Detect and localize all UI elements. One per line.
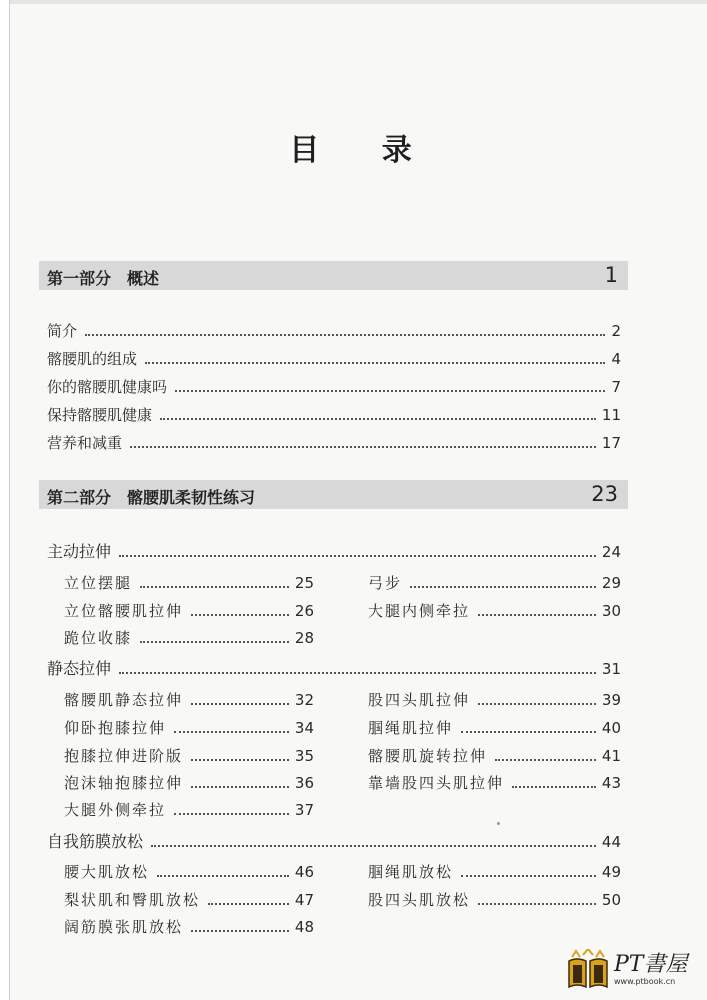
dot-leader	[191, 703, 289, 705]
toc-category-label: 主动拉伸	[47, 542, 112, 561]
toc-entry-page: 2	[611, 322, 621, 340]
toc-entry-label: 你的髂腰肌健康吗	[47, 378, 168, 396]
toc-subentry-label: 股四头肌拉伸	[368, 691, 471, 709]
watermark-brand: PT書屋	[614, 952, 688, 977]
toc-subentry[interactable]	[64, 745, 314, 766]
toc-subentry[interactable]	[368, 861, 621, 882]
dot-leader	[461, 875, 596, 877]
toc-subentry[interactable]	[64, 717, 314, 738]
toc-entry[interactable]	[47, 432, 621, 453]
dot-leader	[208, 903, 289, 905]
part2-header[interactable]	[39, 480, 628, 509]
toc-subentry-page: 34	[294, 719, 314, 737]
toc-subentry-label: 阔筋膜张肌放松	[64, 918, 184, 936]
dot-leader	[478, 614, 596, 616]
dot-leader	[130, 446, 596, 448]
part2-title: 第二部分 髂腰肌柔韧性练习	[47, 488, 256, 507]
dot-leader	[478, 903, 596, 905]
toc-entry[interactable]	[47, 348, 621, 369]
dot-leader	[145, 362, 605, 364]
toc-subentry-label: 泡沫轴抱膝拉伸	[64, 774, 184, 792]
toc-entry-label: 简介	[47, 322, 78, 340]
dot-leader	[191, 786, 289, 788]
toc-subentry[interactable]	[368, 889, 621, 910]
toc-subentry-page: 25	[294, 574, 314, 592]
toc-subentry-page: 26	[294, 602, 314, 620]
watermark-logo	[566, 945, 686, 997]
toc-entry-page: 7	[611, 378, 621, 396]
dot-leader	[191, 930, 289, 932]
toc-subentry[interactable]	[368, 600, 621, 621]
toc-category[interactable]	[47, 539, 621, 562]
toc-subentry[interactable]	[64, 916, 314, 937]
page-top-edge	[0, 0, 707, 4]
toc-entry-label: 髂腰肌的组成	[47, 350, 138, 368]
toc-subentry-page: 49	[601, 863, 621, 881]
toc-subentry-label: 大腿内侧牵拉	[368, 602, 471, 620]
toc-subentry-page: 28	[294, 629, 314, 647]
toc-subentry-page: 50	[601, 891, 621, 909]
scan-speck	[497, 822, 500, 825]
toc-subentry[interactable]	[64, 861, 314, 882]
toc-subentry-label: 立位摆腿	[64, 574, 133, 592]
dot-leader	[512, 786, 596, 788]
toc-subentry-label: 髂腰肌静态拉伸	[64, 691, 184, 709]
toc-category[interactable]	[47, 656, 621, 679]
toc-subentry-label: 抱膝拉伸进阶版	[64, 747, 184, 765]
toc-subentry-label: 腘绳肌拉伸	[368, 719, 454, 737]
dot-leader	[151, 845, 596, 847]
toc-subentry-label: 仰卧抱膝拉伸	[64, 719, 167, 737]
toc-category-page: 31	[601, 660, 621, 678]
toc-subentry-page: 40	[601, 719, 621, 737]
page-title: 目 录	[289, 133, 438, 168]
toc-subentry-page: 41	[601, 747, 621, 765]
toc-category-label: 自我筋膜放松	[47, 832, 144, 851]
toc-subentry-page: 47	[294, 891, 314, 909]
part1-title: 第一部分 概述	[47, 269, 160, 288]
toc-subentry-label: 大腿外侧牵拉	[64, 801, 167, 819]
toc-subentry-page: 39	[601, 691, 621, 709]
dot-leader	[160, 418, 596, 420]
dot-leader	[495, 759, 596, 761]
toc-entry-page: 4	[611, 350, 621, 368]
toc-subentry-page: 46	[294, 863, 314, 881]
toc-subentry[interactable]	[368, 717, 621, 738]
toc-entry[interactable]	[47, 376, 621, 397]
toc-subentry[interactable]	[368, 572, 621, 593]
toc-subentry-page: 43	[601, 774, 621, 792]
part2-page: 23	[591, 482, 618, 506]
dot-leader	[174, 813, 289, 815]
dot-leader	[191, 759, 289, 761]
toc-entry-label: 营养和减重	[47, 434, 123, 452]
toc-category-page: 44	[601, 833, 621, 851]
toc-subentry-label: 靠墙股四头肌拉伸	[368, 774, 505, 792]
toc-subentry-page: 48	[294, 918, 314, 936]
books-logo-icon	[566, 949, 610, 991]
toc-subentry-label: 腘绳肌放松	[368, 863, 454, 881]
dot-leader	[85, 334, 605, 336]
toc-subentry[interactable]	[64, 627, 314, 648]
dot-leader	[191, 614, 289, 616]
toc-subentry[interactable]	[368, 772, 621, 793]
toc-subentry[interactable]	[64, 689, 314, 710]
toc-subentry-page: 32	[294, 691, 314, 709]
dot-leader	[119, 672, 596, 674]
toc-entry-label: 保持髂腰肌健康	[47, 406, 153, 424]
toc-subentry-label: 髂腰肌旋转拉伸	[368, 747, 488, 765]
toc-entry-page: 17	[601, 434, 621, 452]
toc-subentry[interactable]	[64, 572, 314, 593]
part1-header[interactable]	[39, 261, 628, 290]
toc-subentry-page: 35	[294, 747, 314, 765]
toc-subentry[interactable]	[64, 600, 314, 621]
toc-subentry-label: 梨状肌和臀肌放松	[64, 891, 201, 909]
part1-page: 1	[604, 263, 618, 287]
toc-subentry[interactable]	[64, 772, 314, 793]
dot-leader	[140, 586, 289, 588]
dot-leader	[461, 731, 596, 733]
dot-leader	[119, 555, 596, 557]
toc-category[interactable]	[47, 829, 621, 852]
toc-subentry[interactable]	[64, 799, 314, 820]
toc-subentry-label: 跪位收膝	[64, 629, 133, 647]
toc-subentry[interactable]	[64, 889, 314, 910]
toc-subentry-label: 立位髂腰肌拉伸	[64, 602, 184, 620]
dot-leader	[410, 586, 596, 588]
toc-subentry-label: 股四头肌放松	[368, 891, 471, 909]
toc-entry[interactable]	[47, 404, 621, 425]
watermark-url: www.ptbook.cn	[614, 977, 676, 986]
toc-subentry-page: 30	[601, 602, 621, 620]
dot-leader	[174, 731, 289, 733]
toc-entry[interactable]	[47, 320, 621, 341]
toc-subentry-page: 36	[294, 774, 314, 792]
toc-subentry-label: 腰大肌放松	[64, 863, 150, 881]
toc-subentry-page: 37	[294, 801, 314, 819]
dot-leader	[175, 390, 605, 392]
dot-leader	[157, 875, 289, 877]
toc-entry-page: 11	[601, 406, 621, 424]
dot-leader	[478, 703, 596, 705]
toc-category-label: 静态拉伸	[47, 659, 112, 678]
toc-subentry[interactable]	[368, 745, 621, 766]
toc-subentry-page: 29	[601, 574, 621, 592]
toc-subentry-label: 弓步	[368, 574, 403, 592]
toc-category-page: 24	[601, 543, 621, 561]
dot-leader	[140, 641, 289, 643]
toc-subentry[interactable]	[368, 689, 621, 710]
